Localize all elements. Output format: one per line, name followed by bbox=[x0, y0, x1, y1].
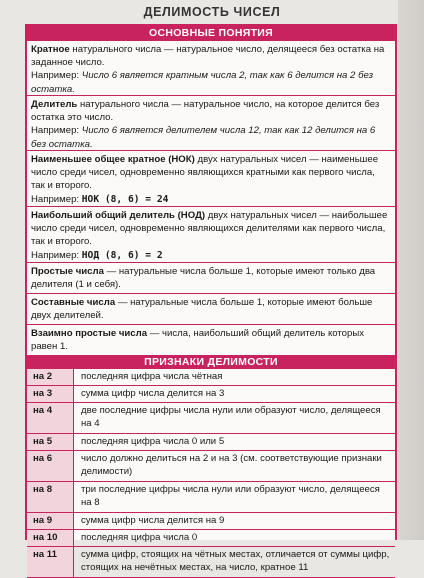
rule-text: сумма цифр числа делится на 3 bbox=[81, 388, 225, 399]
definition-text: — натуральные числа больше 1, которые имеют только два делителя (1 и себя). bbox=[31, 266, 376, 291]
definition-coprime bbox=[27, 325, 395, 355]
rule-label: на 5 bbox=[27, 434, 74, 450]
rule-label: на 11 bbox=[27, 547, 74, 577]
definition-text: — натуральные числа больше 1, которые имеют больше двух делителей. bbox=[31, 297, 373, 322]
rule-label: на 10 bbox=[27, 530, 74, 546]
rule-label: на 9 bbox=[27, 513, 74, 529]
section-header-basic: ОСНОВНЫЕ ПОНЯТИЯ bbox=[27, 26, 395, 41]
page-edge-shadow bbox=[398, 0, 424, 540]
example-label: Например: bbox=[31, 70, 80, 82]
rule-text: число должно делиться на 2 и на 3 (см. соответствующие признаки делимости) bbox=[81, 453, 382, 478]
table-row bbox=[27, 482, 395, 513]
definition-term: Кратное bbox=[31, 44, 70, 55]
rule-text: последняя цифра числа чётная bbox=[81, 371, 223, 382]
example-label: Например: bbox=[31, 125, 80, 137]
definition-lcm bbox=[27, 151, 395, 207]
table-row bbox=[27, 403, 395, 434]
rule-label: на 3 bbox=[27, 386, 74, 402]
definition-gcd bbox=[27, 207, 395, 263]
rule-text: последняя цифра числа 0 bbox=[81, 532, 198, 543]
divisibility-rules-table bbox=[27, 369, 395, 578]
definition-formula: НОК (8, 6) = 24 bbox=[81, 193, 169, 205]
definition-term: Делитель bbox=[31, 99, 78, 110]
definition-example: Число 6 является делителем числа 12, так как 12 делится на 6 без остатка. bbox=[31, 125, 376, 150]
definition-text: двух натуральных чисел — наименьшее число среди чисел, одновременно являющихся кратными как первого числа, так и второго. bbox=[31, 154, 379, 192]
definition-composite bbox=[27, 294, 395, 325]
definition-multiple bbox=[27, 41, 395, 96]
definition-divisor bbox=[27, 96, 395, 151]
definition-term: Составные числа bbox=[31, 297, 116, 308]
table-row bbox=[27, 530, 395, 547]
table-row bbox=[27, 369, 395, 386]
rule-label: на 6 bbox=[27, 451, 74, 481]
definition-text: двух натуральных чисел — наибольшее число среди чисел, одновременно являющихся делителями как первого числа, так и второго. bbox=[31, 210, 388, 248]
example-label: Например: bbox=[31, 193, 80, 205]
section-header-signs: ПРИЗНАКИ ДЕЛИМОСТИ bbox=[27, 355, 395, 369]
rule-text: сумма цифр, стоящих на чётных местах, отличается от суммы цифр, стоящих на нечётных местах, на число, кратное 11 bbox=[81, 549, 390, 574]
table-row bbox=[27, 451, 395, 482]
example-label: Например: bbox=[31, 249, 80, 261]
definition-text: — числа, наибольший общий делитель которых равен 1. bbox=[31, 328, 365, 353]
rule-text: три последние цифры числа нули или образуют число, делящееся на 8 bbox=[81, 484, 380, 509]
table-row bbox=[27, 547, 395, 578]
page-title: ДЕЛИМОСТЬ ЧИСЕЛ bbox=[143, 5, 281, 19]
rule-text: две последние цифры числа нули или образуют число, делящееся на 4 bbox=[81, 405, 381, 430]
table-row bbox=[27, 434, 395, 451]
table-row bbox=[27, 513, 395, 530]
definition-term: Наименьшее общее кратное (НОК) bbox=[31, 154, 195, 165]
definition-example: Число 6 является кратным числа 2, так как 6 делится на 2 без остатка. bbox=[31, 70, 374, 95]
reference-card bbox=[25, 24, 397, 574]
table-row bbox=[27, 386, 395, 403]
definition-text: натурального числа — натуральное число, на которое делится без остатка это число. bbox=[31, 99, 380, 124]
definition-prime bbox=[27, 263, 395, 294]
rule-label: на 8 bbox=[27, 482, 74, 512]
definition-formula: НОД (8, 6) = 2 bbox=[81, 249, 163, 261]
definition-term: Простые числа bbox=[31, 266, 104, 277]
rule-label: на 4 bbox=[27, 403, 74, 433]
definition-term: Наибольший общий делитель (НОД) bbox=[31, 210, 206, 221]
definition-term: Взаимно простые числа bbox=[31, 328, 148, 339]
rule-text: последняя цифра числа 0 или 5 bbox=[81, 436, 225, 447]
rule-label: на 2 bbox=[27, 369, 74, 385]
definition-text: натурального числа — натуральное число, делящееся без остатка на заданное число. bbox=[31, 44, 385, 69]
rule-text: сумма цифр числа делится на 9 bbox=[81, 515, 225, 526]
